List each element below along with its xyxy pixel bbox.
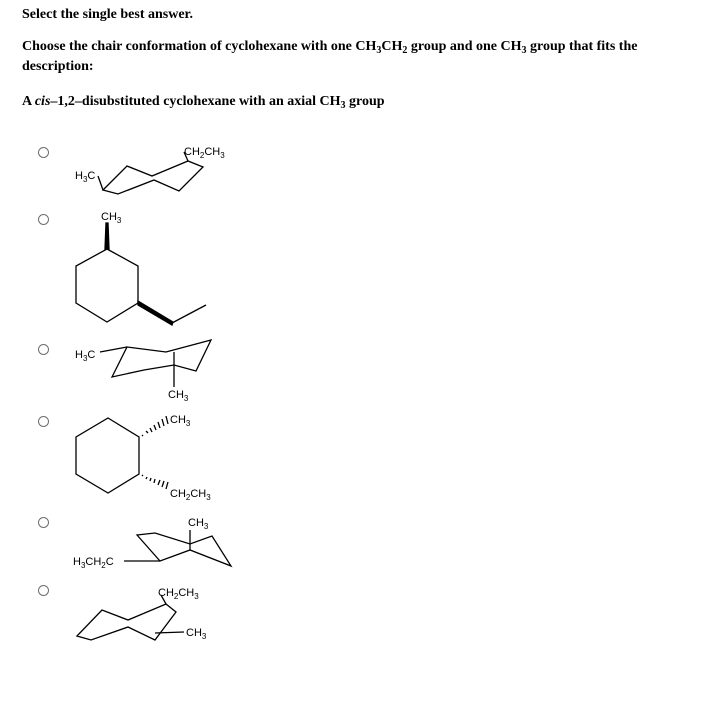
option-d-structure[interactable] [76,414,211,502]
substituent-label: $CH_2CH_3$ [184,146,225,160]
substituent-label: $CH_3$ [168,389,189,403]
question-description: A cis–1,2–disubstituted cyclohexane with an axial $CH_3$ group [22,94,385,111]
option-a-structure[interactable] [75,146,225,194]
wedge-bond [138,301,173,325]
option-f-structure[interactable] [77,587,207,641]
substituent-label: $H_3C$ [75,170,96,184]
substituent-label: $CH_3$ [101,211,122,225]
bond [172,305,206,323]
substituent-label: $H_3C$ [75,349,96,363]
hashed-wedge-bond [142,475,168,489]
option-b-structure[interactable] [76,211,206,325]
substituent-label: $CH_2CH_3$ [158,587,199,601]
substituent-label: $CH_2CH_3$ [170,488,211,502]
question-prompt: Choose the chair conformation of cyclohexane with one $CH_3CH_2$ group and one $CH_3$ group that fits the description: [22,39,638,74]
hexagon-ring [76,249,138,322]
chair-ring [112,340,211,377]
substituent-label: $H_3CH_2C$ [73,556,114,570]
chair-ring [103,161,203,194]
chair-ring [77,604,176,640]
option-c-structure[interactable] [75,340,211,403]
wedge-bond [105,223,109,249]
bond [155,632,184,633]
substituent-label: $CH_3$ [170,414,191,428]
instruction-text: Select the single best answer. [22,7,193,22]
bond [98,176,103,190]
option-e-structure[interactable] [73,517,231,570]
hashed-wedge-bond [142,416,168,436]
hexagon-ring [76,418,139,493]
bond [100,347,127,352]
substituent-label: $CH_3$ [188,517,209,531]
substituent-label: $CH_3$ [186,627,207,641]
